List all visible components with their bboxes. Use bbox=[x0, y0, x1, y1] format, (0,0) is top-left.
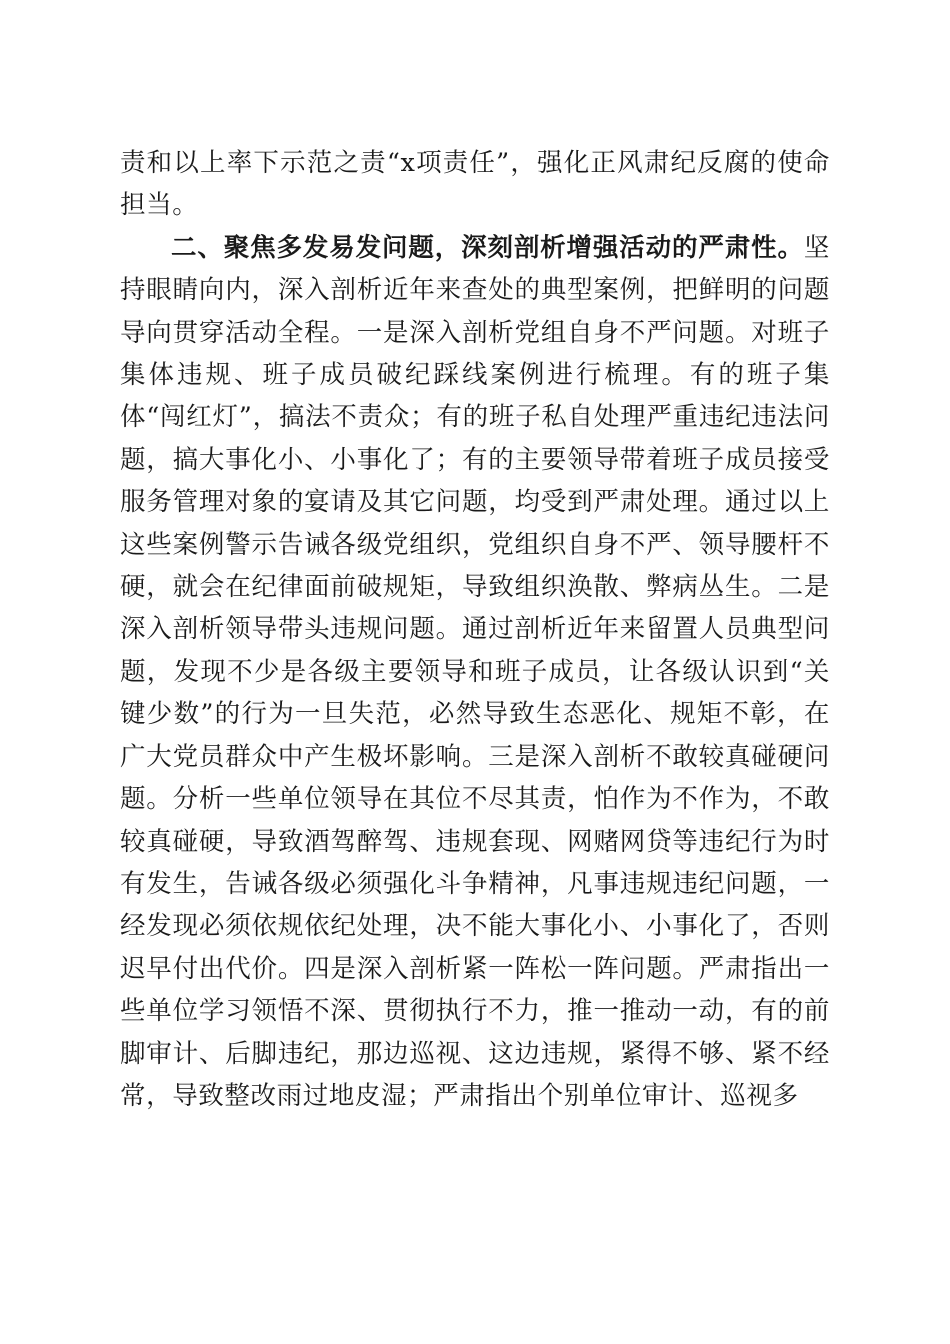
document-body bbox=[120, 142, 830, 1117]
section-2-heading: 二、聚焦多发易发问题，深刻剖析增强活动的严肃性。 bbox=[171, 232, 804, 263]
section-2-body: 坚持眼睛向内，深入剖析近年来查处的典型案例，把鲜明的问题导向贯穿活动全程。一是深入剖析党组自身不严问题。对班子集体违规、班子成员破纪踩线案例进行梳理。有的班子集体“闯红灯”，搞法不责众；有的班子私自处理严重违纪违法问题，搞大事化小、小事化了；有的主要领导带着班子成员接受服务管理对象的宴请及其它问题，均受到严肃处理。通过以上这些案例警示告诫各级党组织，党组织自身不严、领导腰杆不硬，就会在纪律面前破规矩，导致组织涣散、弊病丛生。二是深入剖析领导带头违规问题。通过剖析近年来留置人员典型问题，发现不少是各级主要领导和班子成员，让各级认识到“关键少数”的行为一旦失范，必然导致生态恶化、规矩不彰，在广大党员群众中产生极坏影响。三是深入剖析不敢较真碰硬问题。分析一些单位领导在其位不尽其责，怕作为不作为，不敢较真碰硬，导致酒驾醉驾、违规套现、网赌网贷等违纪行为时有发生，告诫各级必须强化斗争精神，凡事违规违纪问题，一经发现必须依规依纪处理，决不能大事化小、小事化了，否则迟早付出代价。四是深入剖析紧一阵松一阵问题。严肃指出一些单位学习领悟不深、贯彻执行不力，推一推动一动，有的前脚审计、后脚违纪，那边巡视、这边违规，紧得不够、紧不经常，导致整改雨过地皮湿；严肃指出个别单位审计、巡视多 bbox=[120, 232, 830, 1111]
section-2-paragraph bbox=[120, 227, 830, 1118]
continuation-text: 责和以上率下示范之责“x项责任”，强化正风肃纪反腐的使命担当。 bbox=[120, 148, 830, 221]
continuation-paragraph bbox=[120, 142, 830, 227]
